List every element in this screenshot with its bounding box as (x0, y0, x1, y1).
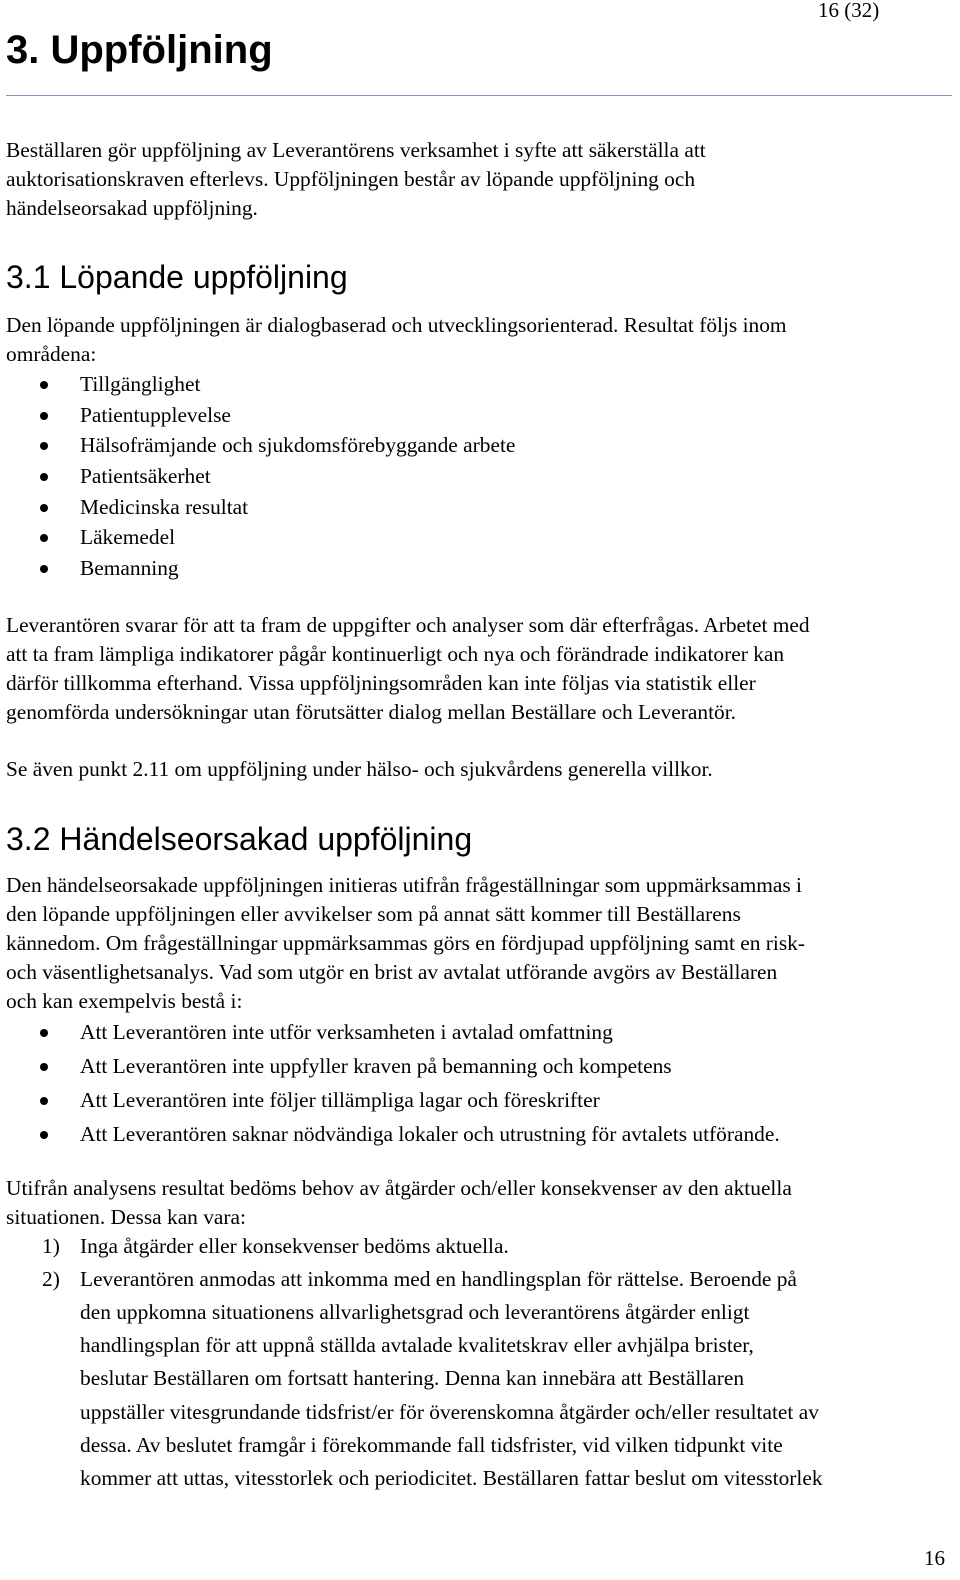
section-heading-3-2: 3.2 Händelseorsakad uppföljning (6, 821, 473, 857)
section-1-intro-line: områdena: (6, 342, 97, 366)
section-1-paragraph-line: Leverantören svarar för att ta fram de uppgifter och analyser som där efterfrågas. Arbetet med (6, 613, 810, 637)
outcome-line: dessa. Av beslutet framgår i förekommande fall tidsfrister, vid vilken tidpunkt vite (80, 1433, 783, 1457)
section-2-intro-line: den löpande uppföljningen eller avvikelser som på annat sätt kommer till Beställarens (6, 902, 741, 926)
see-also-note: Se även punkt 2.11 om uppföljning under hälso- och sjukvårdens generella villkor. (6, 757, 713, 781)
heading-rule (6, 95, 952, 96)
footer-page-number: 16 (924, 1546, 945, 1570)
bullet-icon (40, 412, 48, 420)
section-2-intro-line: Den händelseorsakade uppföljningen initieras utifrån frågeställningar som uppmärksammas i (6, 873, 802, 897)
section-1-paragraph-line: därför tillkomma efterhand. Vissa uppföljningsområden kan inte följas via statistik eller (6, 671, 756, 695)
page-indicator: 16 (32) (818, 0, 880, 22)
section-2-intro-line: och kan exempelvis bestå i: (6, 989, 243, 1013)
outcome-line: Leverantören anmodas att inkomma med en handlingsplan för rättelse. Beroende på (80, 1267, 797, 1291)
page-title: 3. Uppföljning (6, 28, 273, 72)
intro-line: auktorisationskraven efterlevs. Uppföljningen består av löpande uppföljning och (6, 167, 696, 191)
section-1-intro-line: Den löpande uppföljningen är dialogbaserad och utvecklingsorienterad. Resultat följs inom (6, 313, 787, 337)
outcome-intro-line: situationen. Dessa kan vara: (6, 1205, 246, 1229)
section-heading-3-1: 3.1 Löpande uppföljning (6, 259, 348, 295)
bullet-icon (40, 534, 48, 542)
bullet-icon (40, 565, 48, 573)
outcome-line: beslutar Beställaren om fortsatt hantering. Denna kan innebära att Beställaren (80, 1366, 745, 1390)
outcome-number: 2) (42, 1267, 60, 1291)
outcome-line: kommer att uttas, vitesstorlek och periodicitet. Beställaren fattar beslut om vitesstorlek (80, 1466, 823, 1490)
bullet-icon (40, 504, 48, 512)
bullet-icon (40, 473, 48, 481)
section-1-paragraph-line: genomförda undersökningar utan förutsätter dialog mellan Beställare och Leverantör. (6, 700, 736, 724)
bullet-icon (40, 381, 48, 389)
intro-line: händelseorsakad uppföljning. (6, 196, 258, 220)
bullet-icon (40, 1063, 48, 1071)
section-2-intro-line: och väsentlighetsanalys. Vad som utgör en brist av avtalat utförande avgörs av Beställaren (6, 960, 778, 984)
intro-line: Beställaren gör uppföljning av Leverantörens verksamhet i syfte att säkerställa att (6, 138, 706, 162)
outcome-intro-line: Utifrån analysens resultat bedöms behov av åtgärder och/eller konsekvenser av den aktuella (6, 1176, 792, 1200)
section-2-intro-line: kännedom. Om frågeställningar uppmärksammas görs en fördjupad uppföljning samt en risk- (6, 931, 805, 955)
bullet-icon (40, 442, 48, 450)
bullet-icon (40, 1131, 48, 1139)
outcome-line: den uppkomna situationens allvarlighetsgrad och leverantörens åtgärder enligt (80, 1300, 750, 1324)
outcome-line: handlingsplan för att uppnå ställda avtalade kvalitetskrav eller avhjälpa brister, (80, 1333, 754, 1357)
section-1-paragraph-line: att ta fram lämpliga indikatorer pågår kontinuerligt och nya och förändrade indikatorer kan (6, 642, 785, 666)
outcome-line: Inga åtgärder eller konsekvenser bedöms aktuella. (80, 1234, 509, 1258)
outcome-line: uppställer vitesgrundande tidsfrist/er för överenskomna åtgärder och/eller resultatet av (80, 1400, 819, 1424)
bullet-icon (40, 1097, 48, 1105)
outcome-number: 1) (42, 1234, 60, 1258)
bullet-icon (40, 1029, 48, 1037)
